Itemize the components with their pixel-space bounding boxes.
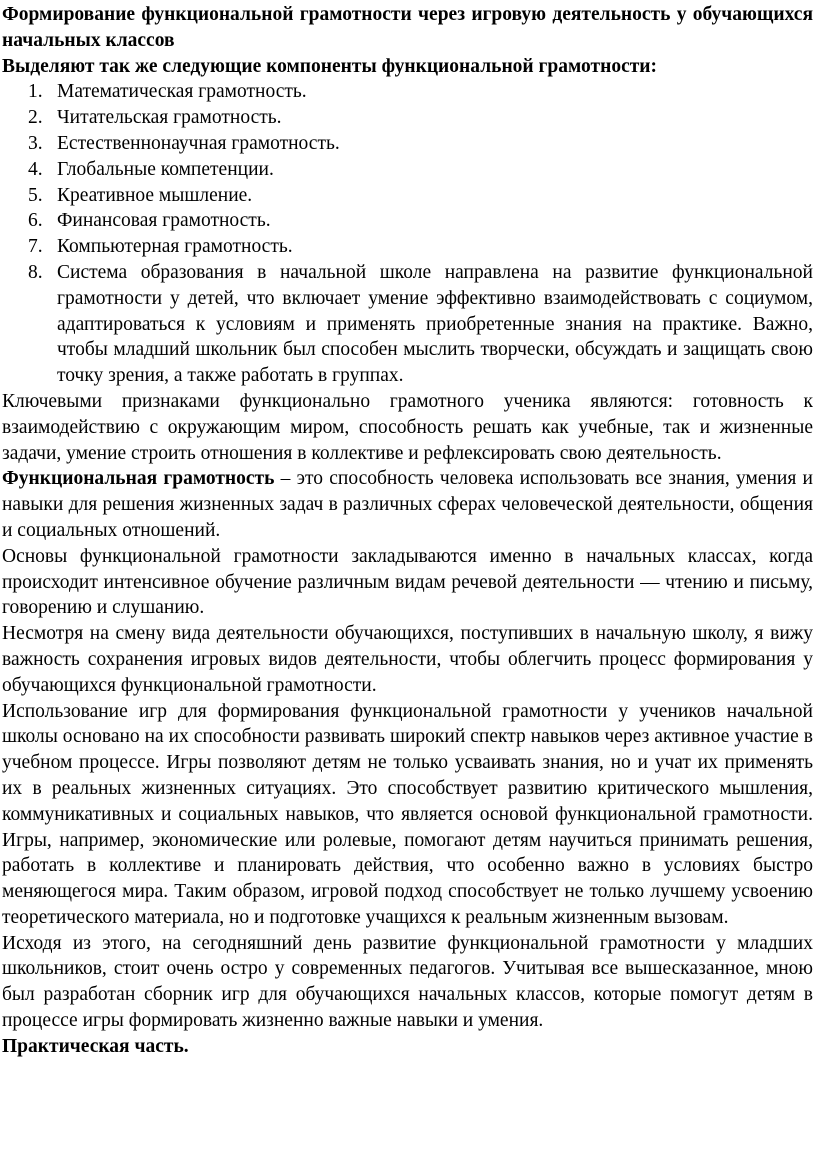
document-title: Формирование функциональной грамотности через игровую деятельность у обучающихся начальных классов [2,4,813,51]
practical-heading: Практическая часть. [2,1035,189,1057]
list-item: Математическая грамотность. [57,81,307,103]
foundations-paragraph: Основы функциональной грамотности закладываются именно в начальных классах, когда происходит интенсивное обучение различным видам речевой деятельности — чтению и письму, говорению и слушанию. [2,545,813,619]
components-list [2,79,813,389]
list-item: Читательская грамотность. [57,107,282,129]
list-item: Компьютерная грамотность. [57,236,293,258]
components-heading: Выделяют так же следующие компоненты функциональной грамотности: [2,55,658,77]
definition-term: Функциональная грамотность [2,468,275,490]
conclusion-paragraph: Исходя из этого, на сегодняшний день развитие функциональной грамотности у младших школьников, стоит очень остро у современных педагогов. Учитывая все вышесказанное, мною был разработан сборник игр для обучающихся начальных классов, которые помогут детям в процессе игры формировать жизненно важные навыки и умения. [2,932,813,1032]
game-importance-paragraph: Несмотря на смену вида деятельности обучающихся, поступивших в начальную школу, я вижу важность сохранения игровых видов деятельности, чтобы облегчить процесс формирования у обучающихся функциональной грамотности. [2,623,813,696]
list-item: Естественнонаучная грамотность. [57,132,340,154]
definition-text: – это способность человека использовать все знания, умения и навыки для решения жизненных задач в различных сферах человеческой деятельности, общения и социальных отношений. [2,468,813,541]
list-item: Креативное мышление. [57,184,253,206]
key-features-paragraph: Ключевыми признаками функционально грамотного ученика являются: готовность к взаимодействию с окружающим миром, способность решать как учебные, так и жизненные задачи, умение строить отношения в коллективе и рефлексировать свою деятельность. [2,390,813,464]
definition-paragraph [2,466,813,543]
list-item: Финансовая грамотность. [57,210,271,232]
list-item: Глобальные компетенции. [57,158,274,180]
games-use-paragraph: Использование игр для формирования функциональной грамотности у учеников начальной школы основано на их способности развивать широкий спектр навыков через активное участие в учебном процессе. Игры позволяют детям не только усваивать знания, но и учат их применять их в реальных жизненных ситуациях. Это способствует развитию критического мышления, коммуникативных и социальных навыков, что является основой функциональной грамотности. Игры, например, экономические или ролевые, помогают детям научиться принимать решения, работать в коллективе и планировать действия, что особенно важно в условиях быстро меняющегося мира. Таким образом, игровой подход способствует не только лучшему усвоению теоретического материала, но и подготовке учащихся к реальным жизненным вызовам. [2,700,813,928]
list-item: Система образования в начальной школе направлена на развитие функциональной грамотности у детей, что включает умение эффективно взаимодействовать с социумом, адаптироваться к условиям и применять приобретенные знания на практике. Важно, чтобы младший школьник был способен мыслить творчески, обсуждать и защищать свою точку зрения, а также работать в группах. [57,261,813,387]
